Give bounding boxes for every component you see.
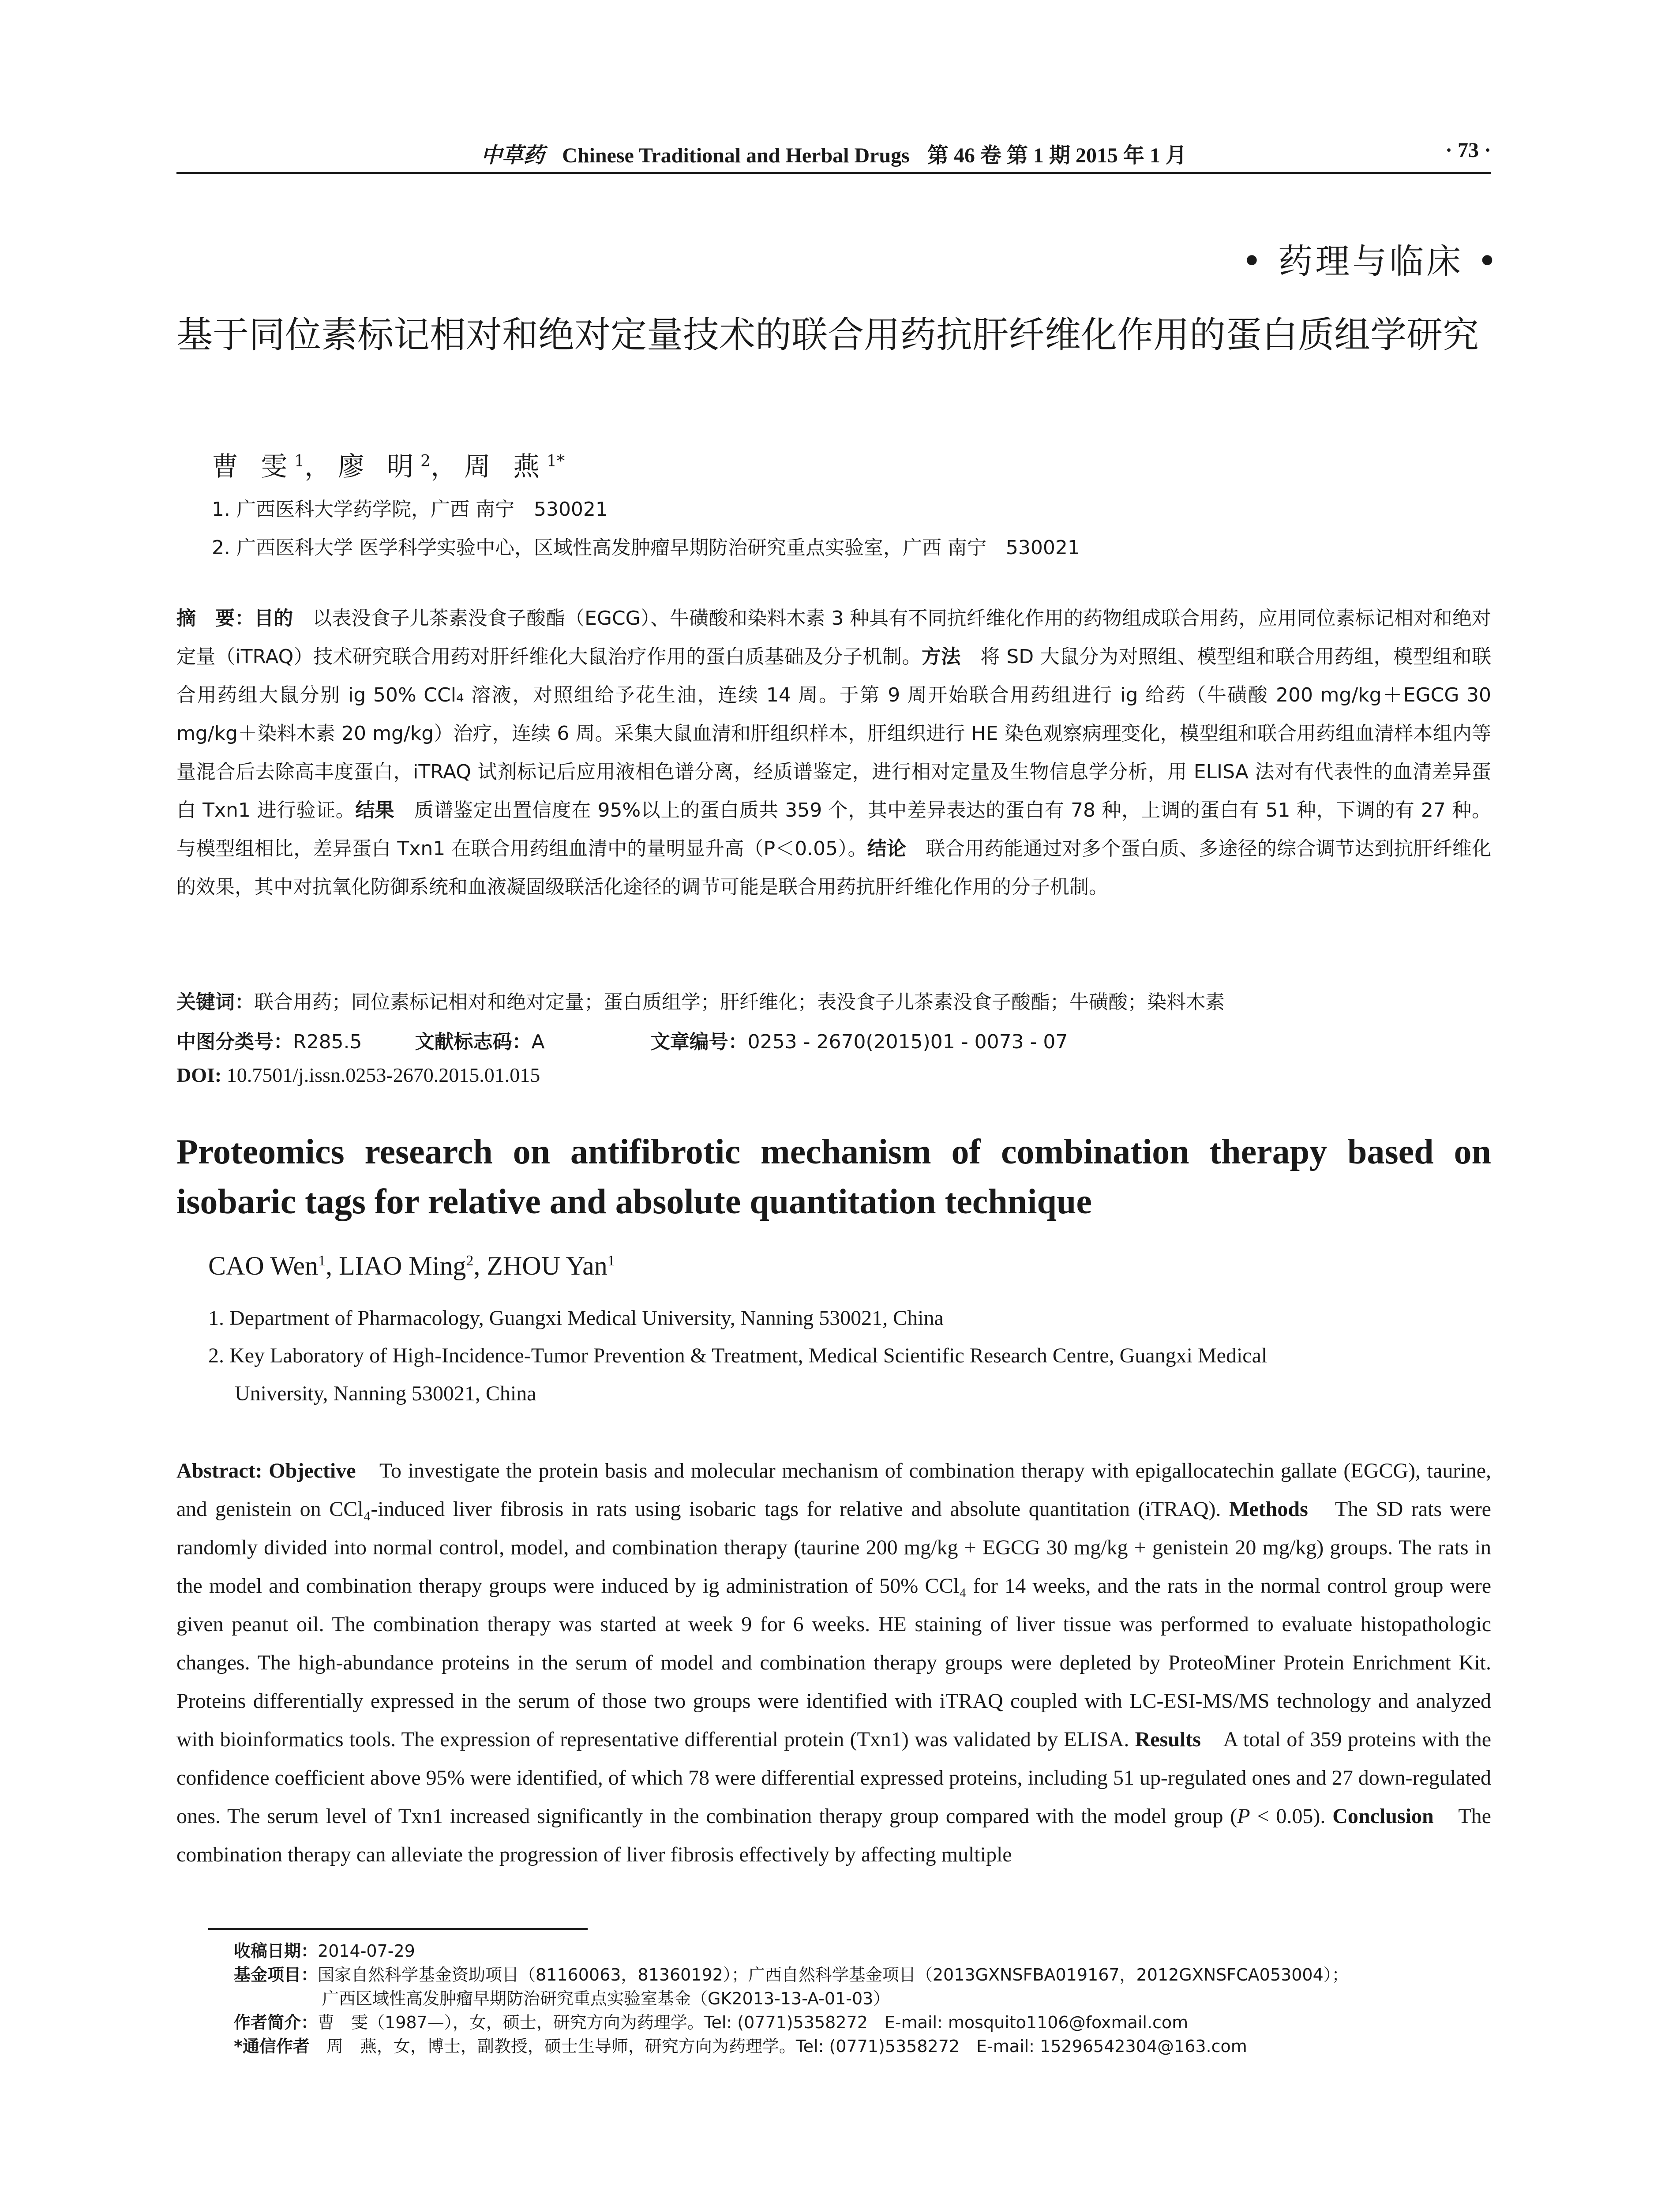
methods-en-text: The SD rats were randomly divided into normal control, model, and combination therapy (taurine 200 mg/kg + EGCG 30 mg/kg + genistein 20 mg/kg) groups. The rats in the model and combination therapy groups were induced by ig administration of 50% CCl₄ for 14 weeks, and the rats in the normal control group were given peanut oil. The combination therapy was started at week 9 for 6 weeks. HE staining of liver tissue was performed to evaluate histopathologic changes. The high-abundance proteins in the serum of model and combination therapy groups were depleted by ProteoMiner Protein Enrichment Kit. Proteins differentially expressed in the serum of those two groups were identified with iTRAQ coupled with LC-ESI-MS/MS technology and analyzed with bioinformatics tools. The expression of representative differential protein (Txn1) was validated by ELISA. [176, 1497, 1491, 1751]
results-en-text: A total of 359 proteins with the confidence coefficient above 95% were identified, of which 78 were differential expressed proteins, including 51 up-regulated ones and 27 down-regulated ones. The serum level of Txn1 increased significantly in the combination therapy group compared with the model group ( [176, 1728, 1491, 1828]
abstract-en [176, 1452, 1491, 1874]
journal-name-cn: 中草药 [481, 144, 545, 167]
author-zh-1: 曹 雯 [212, 451, 295, 482]
conclusion-en-text: The combination therapy can alleviate the progression of liver fibrosis effectively by affecting multiple [176, 1805, 1491, 1866]
author-en-3: ZHOU Yan [487, 1251, 608, 1280]
header-rule [176, 172, 1491, 174]
fund-value-1: 国家自然科学基金资助项目（81160063，81360192）；广西自然科学基金项目（2013GXNSFBA019167，2012GXNSFCA053004）； [318, 1965, 1349, 1985]
author-zh-2-sup: 2 [420, 452, 431, 470]
fund-value-2: 广西区域性高发肿瘤早期防治研究重点实验室基金（GK2013-13-A-01-03） [322, 1989, 890, 2008]
affiliation-en-2-line-1: 2. Key Laboratory of High-Incidence-Tumor Prevention & Treatment, Medical Scientific Research Centre, Guangxi Medical [208, 1344, 1268, 1367]
author-en-1: CAO Wen [208, 1251, 319, 1280]
results-zh-text: 质谱鉴定出置信度在 95%以上的蛋白质共 359 个，其中差异表达的蛋白有 78 种，上调的蛋白有 51 种，下调的有 27 种。与模型组相比，差异蛋白 Txn1 在联合用药组血清中的量明显升高（P＜0.05）。 [176, 799, 1491, 860]
received-label: 收稿日期： [234, 1941, 318, 1961]
affiliation-zh-2: 2. 广西医科大学 医学科学实验中心，区域性高发肿瘤早期防治研究重点实验室，广西 南宁 530021 [212, 536, 1080, 559]
keywords-zh [176, 986, 1225, 1014]
doi-value[interactable]: 10.7501/j.issn.0253-2670.2015.01.015 [226, 1064, 540, 1086]
results-en-label: Results [1135, 1728, 1201, 1751]
author-bio-value: 曹 雯（1987—），女，硕士，研究方向为药理学。Tel: (0771)5358272 E-mail: mosquito1106@foxmail.com [318, 2013, 1189, 2032]
author-en-1-sup: 1 [318, 1253, 326, 1269]
corresponding-label: *通信作者 [234, 2037, 310, 2056]
journal-line [176, 138, 1491, 169]
objective-zh-label: 目的 [254, 607, 293, 630]
footnote-fund-cont [234, 1987, 1491, 2011]
abstract-en-objective-label: Abstract: Objective [176, 1459, 356, 1482]
article-no-value: 0253 - 2670(2015)01 - 0073 - 07 [747, 1031, 1068, 1053]
keywords-zh-text: 联合用药；同位素标记相对和绝对定量；蛋白质组学；肝纤维化；表没食子儿茶素没食子酸酯；牛磺酸；染料木素 [254, 991, 1225, 1013]
author-en-3-sup: 1 [607, 1253, 615, 1269]
doc-code-label: 文献标志码： [415, 1031, 532, 1053]
author-en-2: LIAO Ming [339, 1251, 466, 1280]
corresponding-value: 周 燕，女，博士，副教授，硕士生导师，研究方向为药理学。Tel: (0771)5358272 E-mail: 15296542304@163.com [309, 2037, 1247, 2056]
doc-code-value: A [531, 1031, 545, 1053]
article-no-label: 文章编号： [650, 1031, 748, 1053]
objective-en-text: To investigate the protein basis and molecular mechanism of combination therapy with epigallocatechin gallate (EGCG), taurine, and genistein on CCl₄-induced liver fibrosis in rats using isobaric tags for relative and absolute quantitation (iTRAQ). [176, 1459, 1491, 1521]
journal-issue: 第 46 卷 第 1 期 2015 年 1 月 [927, 144, 1187, 167]
received-value: 2014-07-29 [318, 1941, 415, 1961]
methods-zh-text: 将 SD 大鼠分为对照组、模型组和联合用药组，模型组和联合用药组大鼠分别 ig 50% CCl₄ 溶液，对照组给予花生油，连续 14 周。于第 9 周开始联合用药组进行 ig 给药（牛磺酸 200 mg/kg＋EGCG 30 mg/kg＋染料木素 20 mg/kg）治疗，连续 6 周。采集大鼠血清和肝组织样本，肝组织进行 HE 染色观察病理变化，模型组和联合用药组血清样本组内等量混合后去除高丰度蛋白，iTRAQ 试剂标记后应用液相色谱分离，经质谱鉴定，进行相对定量及生物信息学分析，用 ELISA 法对有代表性的血清差异蛋白 Txn1 进行验证。 [176, 645, 1492, 822]
methods-en-label: Methods [1229, 1497, 1308, 1521]
footnote-corresponding [234, 2034, 1491, 2058]
results-en-p: P [1237, 1805, 1250, 1828]
conclusion-zh-text: 联合用药能通过对多个蛋白质、多途径的综合调节达到抗肝纤维化的效果，其中对抗氧化防御系统和血液凝固级联活化途径的调节可能是联合用药抗肝纤维化作用的分子机制。 [176, 837, 1491, 898]
title-zh: 基于同位素标记相对和绝对定量技术的联合用药抗肝纤维化作用的蛋白质组学研究 [176, 314, 1479, 356]
affiliation-en-1: 1. Department of Pharmacology, Guangxi Medical University, Nanning 530021, China [208, 1306, 944, 1330]
abstract-zh [176, 599, 1491, 906]
author-zh-3: 周 燕 [464, 451, 547, 482]
title-en: Proteomics research on antifibrotic mechanism of combination therapy based on isobaric tags for relative and absolute quantitation technique [176, 1133, 1491, 1221]
doi-line [176, 1063, 540, 1087]
footnote-author [234, 2011, 1491, 2034]
author-bio-label: 作者简介： [234, 2013, 318, 2032]
author-en-2-sup: 2 [466, 1253, 474, 1269]
results-zh-label: 结果 [355, 799, 395, 822]
footnote-received [234, 1939, 1491, 1963]
fund-label: 基金项目： [234, 1965, 318, 1985]
author-zh-2: 廖 明 [338, 451, 421, 482]
objective-zh-text: 以表没食子儿茶素没食子酸酯（EGCG）、牛磺酸和染料木素 3 种具有不同抗纤维化作用的药物组成联合用药，应用同位素标记相对和绝对定量（iTRAQ）技术研究联合用药对肝纤维化大鼠治疗作用的蛋白质基础及分子机制。 [176, 607, 1491, 668]
keywords-zh-label: 关键词： [176, 991, 254, 1013]
authors-zh: 曹 雯$^1$，廖 明$^2$，周 燕$^{1*}$ [212, 451, 565, 482]
footnote-fund [234, 1963, 1491, 1987]
affiliation-en-2 [208, 1337, 1488, 1413]
running-header [176, 135, 1491, 170]
classification-row [176, 1026, 1068, 1054]
methods-zh-label: 方法 [921, 645, 961, 668]
doi-label: DOI: [176, 1064, 222, 1086]
section-tag: • 药理与临床 • [1241, 242, 1500, 281]
affiliation-en-2-line-2: University, Nanning 530021, China [235, 1382, 536, 1405]
author-zh-1-sup: 1 [294, 452, 304, 470]
author-zh-3-sup: 1* [547, 452, 565, 470]
journal-name-en: Chinese Traditional and Herbal Drugs [562, 144, 910, 167]
conclusion-en-label: Conclusion [1332, 1805, 1434, 1828]
authors-en: CAO Wen$^1$, LIAO Ming$^2$, ZHOU Yan$^1$ [208, 1251, 615, 1280]
clc-value: R285.5 [293, 1031, 362, 1053]
footnote-rule [208, 1928, 588, 1930]
page-number: · 73 · [1445, 139, 1491, 162]
conclusion-zh-label: 结论 [867, 837, 907, 860]
affiliation-zh-1: 1. 广西医科大学药学院，广西 南宁 530021 [212, 498, 608, 521]
clc-label: 中图分类号： [176, 1031, 293, 1053]
footnotes [234, 1939, 1491, 2058]
results-en-tail: < 0.05). [1250, 1805, 1326, 1828]
abstract-zh-label: 摘 要： [176, 607, 255, 630]
